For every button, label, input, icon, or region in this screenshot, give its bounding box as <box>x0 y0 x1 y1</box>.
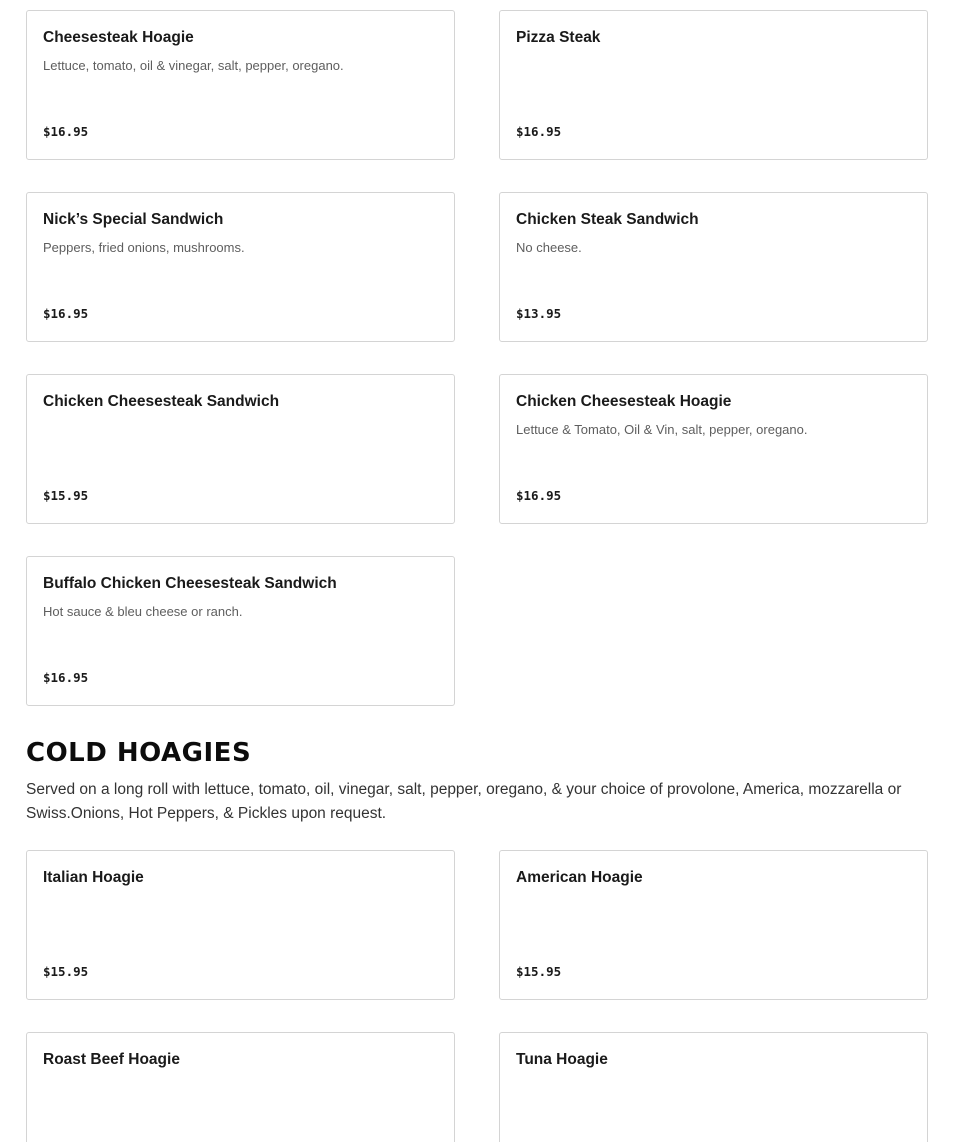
menu-item-card[interactable] <box>26 192 455 342</box>
menu-item-name: Chicken Cheesesteak Sandwich <box>43 393 280 410</box>
menu-item-card[interactable] <box>26 374 455 524</box>
menu-item-name: Pizza Steak <box>516 29 601 46</box>
menu-item-price: $16.95 <box>43 306 89 321</box>
menu-item-price: $16.95 <box>516 488 562 503</box>
menu-item-price: $16.95 <box>43 670 89 685</box>
menu-item-card[interactable] <box>499 1032 928 1142</box>
menu-item-description: Lettuce, tomato, oil & vinegar, salt, pepper, oregano. <box>43 58 344 73</box>
menu-item-card[interactable] <box>499 374 928 524</box>
menu-item-price: $15.95 <box>43 488 89 503</box>
section-description: Served on a long roll with lettuce, tomato, oil, vinegar, salt, pepper, oregano, & your choice of provolone, America, mozzarella or Swiss.Onions, Hot Peppers, & Pickles upon request. <box>26 781 902 822</box>
menu-item-price: $15.95 <box>516 964 562 979</box>
menu-item-description: No cheese. <box>516 240 582 255</box>
menu-item-card[interactable] <box>26 1032 455 1142</box>
menu-item-name: Buffalo Chicken Cheesesteak Sandwich <box>43 575 337 592</box>
menu-item-card[interactable] <box>499 10 928 160</box>
menu-item-description: Hot sauce & bleu cheese or ranch. <box>43 604 243 619</box>
menu-item-price: $13.95 <box>516 306 562 321</box>
menu-item-price: $16.95 <box>516 124 562 139</box>
menu-item-price: $15.95 <box>43 964 89 979</box>
menu-item-card[interactable] <box>26 556 455 706</box>
menu-item-card[interactable] <box>499 192 928 342</box>
menu-item-card[interactable] <box>26 10 455 160</box>
menu-item-name: Nick’s Special Sandwich <box>43 211 224 228</box>
menu-item-description: Peppers, fried onions, mushrooms. <box>43 240 245 255</box>
menu-item-price: $16.95 <box>43 124 89 139</box>
menu-item-description: Lettuce & Tomato, Oil & Vin, salt, pepper, oregano. <box>516 422 808 437</box>
menu-item-card[interactable] <box>26 850 455 1000</box>
section-title: COLD HOAGIES <box>26 738 252 768</box>
menu-item-name: Cheesesteak Hoagie <box>43 29 194 46</box>
menu-item-name: Italian Hoagie <box>43 869 144 886</box>
menu-item-name: Chicken Cheesesteak Hoagie <box>516 393 732 410</box>
menu-item-name: Roast Beef Hoagie <box>43 1051 180 1068</box>
menu-item-name: American Hoagie <box>516 869 643 886</box>
menu-item-name: Chicken Steak Sandwich <box>516 211 699 228</box>
menu-item-card[interactable] <box>499 850 928 1000</box>
menu-item-name: Tuna Hoagie <box>516 1051 608 1068</box>
